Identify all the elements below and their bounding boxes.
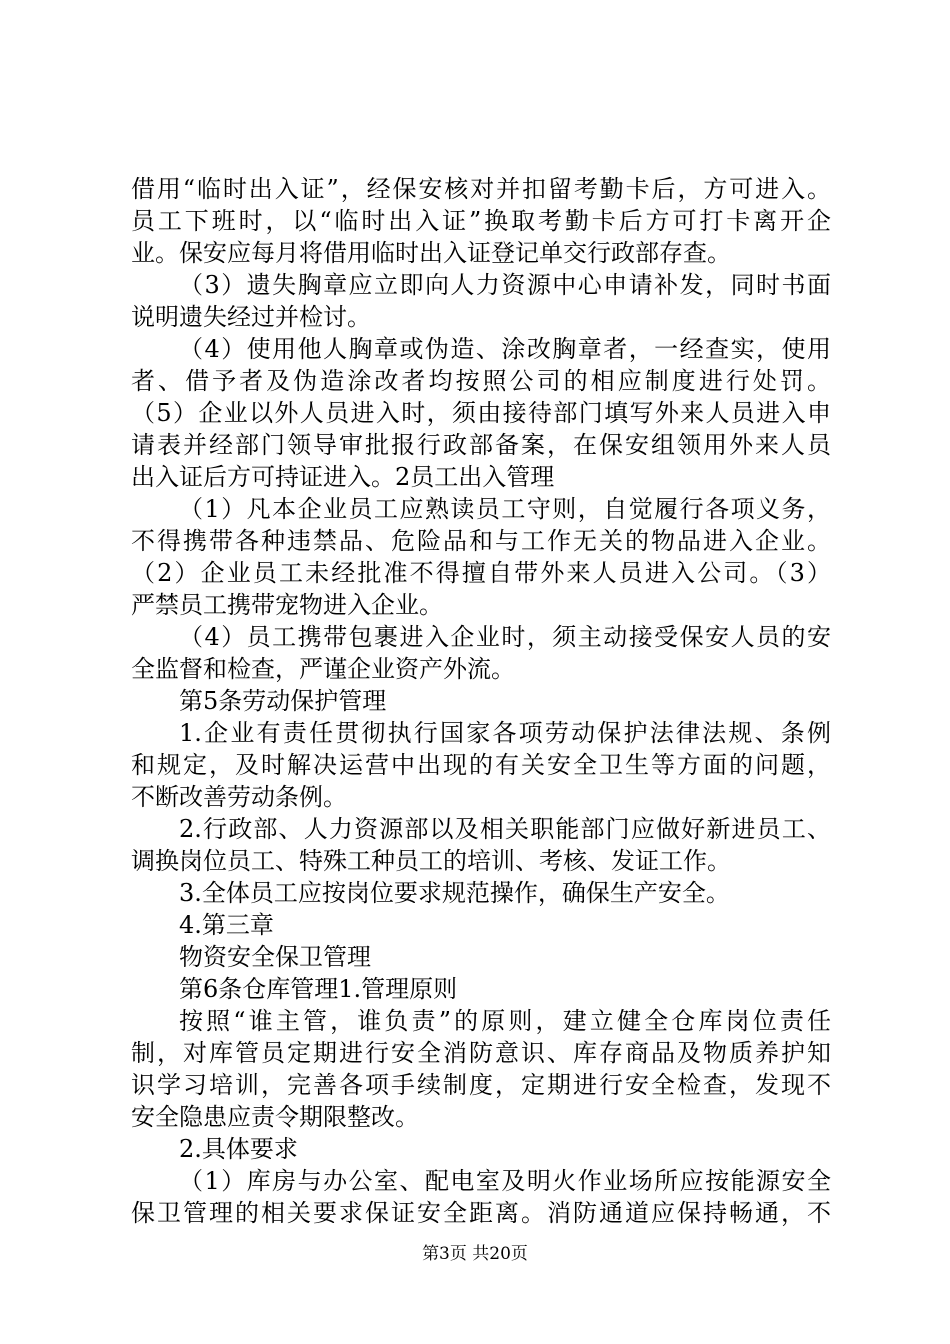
text-line: 调换岗位员工、特殊工种员工的培训、考核、发证工作。: [131, 847, 731, 875]
text-line: 识学习培训，完善各项手续制度，定期进行安全检查，发现不: [131, 1071, 831, 1099]
text-line: （1）库房与办公室、配电室及明火作业场所应按能源安全: [179, 1167, 831, 1195]
text-line: 者、借予者及伪造涂改者均按照公司的相应制度进行处罚。: [131, 367, 831, 395]
text-line: 严禁员工携带宠物进入企业。: [131, 591, 443, 619]
text-line: 和规定，及时解决运营中出现的有关安全卫生等方面的问题，: [131, 751, 831, 779]
text-line: （4）员工携带包裹进入企业时，须主动接受保安人员的安: [179, 623, 831, 651]
text-line: 出入证后方可持证进入。2员工出入管理: [131, 463, 555, 491]
chapter-heading: 4.第三章: [179, 911, 274, 939]
section-heading: 第6条仓库管理1.管理原则: [179, 975, 458, 1003]
text-line: 借用“临时出入证”，经保安核对并扣留考勤卡后，方可进入。: [131, 175, 831, 203]
section-heading: 第5条劳动保护管理: [179, 687, 387, 715]
text-line: （4）使用他人胸章或伪造、涂改胸章者，一经查实，使用: [179, 335, 831, 363]
text-line: 业。保安应每月将借用临时出入证登记单交行政部存查。: [131, 239, 731, 267]
text-line: 请表并经部门领导审批报行政部备案，在保安组领用外来人员: [131, 431, 831, 459]
body-text: [131, 173, 831, 1229]
text-line: 保卫管理的相关要求保证安全距离。消防通道应保持畅通，不: [131, 1199, 831, 1227]
text-line: （2）企业员工未经批准不得擅自带外来人员进入公司。（3）: [131, 559, 831, 587]
text-line: （5）企业以外人员进入时，须由接待部门填写外来人员进入申: [131, 399, 831, 427]
text-line: 制，对库管员定期进行安全消防意识、库存商品及物质养护知: [131, 1039, 831, 1067]
text-line: 全监督和检查，严谨企业资产外流。: [131, 655, 515, 683]
text-line: 2.行政部、人力资源部以及相关职能部门应做好新进员工、: [179, 815, 831, 843]
text-line: 3.全体员工应按岗位要求规范操作，确保生产安全。: [179, 879, 730, 907]
text-line: 安全隐患应责令期限整改。: [131, 1103, 419, 1131]
text-line: 说明遗失经过并检讨。: [131, 303, 371, 331]
text-line: 按照“谁主管，谁负责”的原则，建立健全仓库岗位责任: [179, 1007, 831, 1035]
text-line: 不断改善劳动条例。: [131, 783, 347, 811]
page-number-footer: 第3页 共20页: [422, 1244, 528, 1264]
text-line: 1.企业有责任贯彻执行国家各项劳动保护法律法规、条例: [179, 719, 831, 747]
text-line: 员工下班时，以“临时出入证”换取考勤卡后方可打卡离开企: [131, 207, 831, 235]
text-line: 不得携带各种违禁品、危险品和与工作无关的物品进入企业。: [131, 527, 831, 555]
subsection-heading: 2.具体要求: [179, 1135, 298, 1163]
text-line: （1）凡本企业员工应熟读员工守则，自觉履行各项义务，: [179, 495, 831, 523]
text-line: （3）遗失胸章应立即向人力资源中心申请补发，同时书面: [179, 271, 831, 299]
chapter-title: 物资安全保卫管理: [179, 943, 371, 971]
